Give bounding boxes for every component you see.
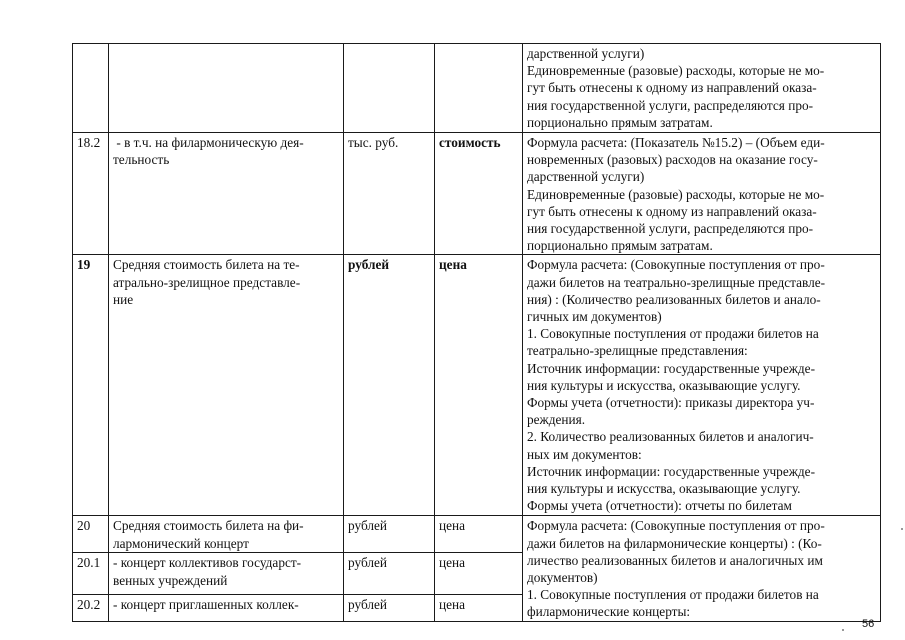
scan-speck [901, 528, 903, 530]
text-line: дажи билетов на театрально-зрелищные представле- [527, 274, 826, 290]
indicator-name [109, 553, 344, 595]
type-cell [435, 44, 523, 133]
text-line: новременных (разовых) расходов на оказание госу- [527, 152, 818, 168]
text-line: Источник информации: государственные учрежде- [527, 360, 816, 376]
indicator-name [109, 516, 344, 553]
text-line: - концерт коллективов государст- [113, 555, 302, 571]
row-number [73, 44, 109, 133]
description-cell [523, 133, 881, 255]
text-line: Формула расчета: (Совокупные поступления от про- [527, 257, 825, 273]
unit-cell: рублей [344, 255, 435, 516]
text-line: ния культуры и искусства, оказывающие услугу. [527, 481, 801, 497]
text-line: Источник информации: государственные учрежде- [527, 463, 816, 479]
scan-speck [842, 629, 844, 631]
row-number: 20 [73, 516, 109, 553]
table-row [73, 44, 881, 133]
page-number: 56 [862, 618, 875, 630]
row-number: 18.2 [73, 133, 109, 255]
text-line: - в т.ч. на филармоническую дея- [113, 135, 304, 150]
text-line: Формы учета (отчетности): отчеты по билетам [527, 498, 792, 514]
type-cell: стоимость [435, 133, 523, 255]
unit-cell: рублей [344, 516, 435, 553]
indicator-name [109, 255, 344, 516]
text-line: личество реализованных билетов и аналогичных им [527, 552, 823, 568]
text-line: Формы учета (отчетности): приказы директора уч- [527, 395, 815, 411]
text-line: тельность [113, 152, 170, 168]
text-line: театрально-зрелищные представления: [527, 343, 748, 359]
row-number: 20.1 [73, 553, 109, 595]
text-line: гут быть отнесены к одному из направлений оказа- [527, 203, 817, 219]
indicator-name [109, 595, 344, 621]
text-line: документов) [527, 570, 598, 586]
text-line: ния культуры и искусства, оказывающие услугу. [527, 377, 801, 393]
text-line: ния государственной услуги, распределяются про- [527, 97, 814, 113]
text-line: ния государственной услуги, распределяются про- [527, 221, 814, 237]
indicator-name [109, 133, 344, 255]
unit-cell: рублей [344, 553, 435, 595]
description-cell [523, 255, 881, 516]
text-line: дарственной услуги) [527, 46, 645, 61]
unit-cell: тыс. руб. [344, 133, 435, 255]
description-cell [523, 44, 881, 133]
text-line: венных учреждений [113, 572, 228, 588]
text-line: Единовременные (разовые) расходы, которые не мо- [527, 186, 825, 202]
text-line: реждения. [527, 412, 586, 428]
text-line: порционально прямым затратам. [527, 238, 713, 254]
table-row [73, 255, 881, 516]
type-cell: цена [435, 595, 523, 621]
row-number: 20.2 [73, 595, 109, 621]
text-line: гичных им документов) [527, 309, 662, 325]
table-row [73, 133, 881, 255]
text-line: - концерт приглашенных коллек- [113, 597, 299, 613]
text-line: гут быть отнесены к одному из направлений оказа- [527, 80, 817, 96]
indicator-name [109, 44, 344, 133]
text-line: Формула расчета: (Показатель №15.2) – (Объем еди- [527, 135, 825, 150]
indicator-table [72, 43, 881, 622]
type-cell: цена [435, 516, 523, 553]
text-line: ние [113, 291, 134, 307]
type-cell: цена [435, 255, 523, 516]
description-cell [523, 516, 881, 621]
unit-cell: рублей [344, 595, 435, 621]
unit-cell [344, 44, 435, 133]
text-line: ния) : (Количество реализованных билетов и анало- [527, 291, 821, 307]
text-line: дарственной услуги) [527, 169, 645, 185]
text-line: дажи билетов на филармонические концерты) : (Ко- [527, 535, 822, 551]
text-line: 1. Совокупные поступления от продажи билетов на [527, 326, 819, 342]
text-line: Формула расчета: (Совокупные поступления от про- [527, 518, 825, 534]
text-line: порционально прямым затратам. [527, 114, 713, 130]
text-line: Средняя стоимость билета на фи- [113, 518, 304, 534]
table-row [73, 516, 881, 553]
text-line: Единовременные (разовые) расходы, которые не мо- [527, 63, 825, 79]
text-line: филармонические концерты: [527, 604, 691, 620]
row-number: 19 [73, 255, 109, 516]
text-line: лармонический концерт [113, 535, 249, 551]
text-line: атрально-зрелищное представле- [113, 274, 301, 290]
text-line: Средняя стоимость билета на те- [113, 257, 300, 273]
text-line: 1. Совокупные поступления от продажи билетов на [527, 587, 819, 603]
type-cell: цена [435, 553, 523, 595]
text-line: 2. Количество реализованных билетов и аналогич- [527, 429, 814, 445]
text-line: ных им документов: [527, 446, 642, 462]
